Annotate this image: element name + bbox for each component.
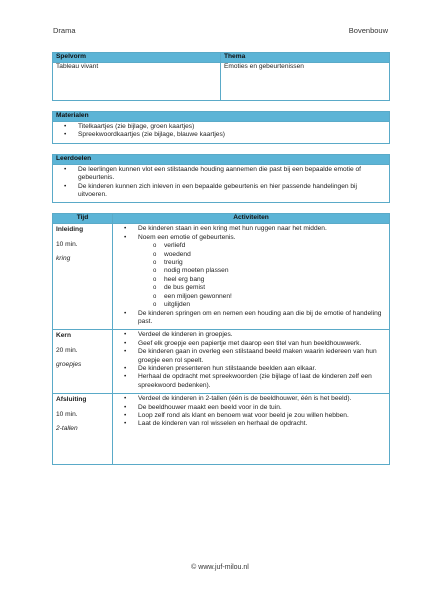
list-item: • De kinderen staan in een kring met hun ruggen naar het midden. (138, 225, 386, 233)
thema-heading: Thema (221, 53, 390, 63)
leerdoelen-heading: Leerdoelen (53, 154, 390, 164)
list-item: • Verdeel de kinderen in 2-tallen (één is de beeldhouwer, één is het beeld). (138, 395, 386, 403)
sub-list-item: o nodig moeten plassen (164, 267, 386, 275)
header-level: Bovenbouw (348, 26, 388, 35)
sub-list-item: o de bus gemist (164, 284, 386, 292)
list-item: • De leerlingen kunnen vlot een stilstaande houding aannemen die past bij een bepaalde emotie of gebeurtenis. (78, 166, 386, 183)
phase-title: Kern (56, 332, 72, 340)
list-item: • Spreekwoordkaartjes (zie bijlage, blauwe kaartjes) (78, 131, 386, 139)
materialen-heading: Materialen (53, 112, 390, 122)
table-row (53, 394, 390, 465)
phase-title: Inleiding (56, 226, 84, 234)
sub-list-item: o treurig (164, 259, 386, 267)
tijd-heading: Tijd (53, 214, 113, 224)
kern-activities (113, 330, 390, 394)
leerdoelen-list (53, 164, 390, 203)
list-item: • Laat de kinderen van rol wisselen en herhaal de opdracht. (138, 420, 386, 428)
list-item: • De beeldhouwer maakt een beeld voor in de tuin. (138, 404, 386, 412)
sub-list-item: o uitglijden (164, 301, 386, 309)
materialen-list (53, 122, 390, 144)
spelvorm-heading: Spelvorm (53, 53, 221, 63)
sub-list-item: o woedend (164, 251, 386, 259)
sub-list-item: o verliefd (164, 242, 386, 250)
list-item: • De kinderen presenteren hun stilstaande beelden aan elkaar. (138, 365, 386, 373)
footer-copyright: © www.juf-milou.nl (191, 564, 249, 571)
phase-grouping: 2-tallen (56, 424, 78, 432)
phase-time: 10 min. (56, 240, 78, 248)
table-row (53, 224, 390, 330)
phase-grouping: groepjes (56, 361, 82, 369)
phase-grouping: kring (56, 255, 71, 263)
list-item: • Verdeel de kinderen in groepjes. (138, 331, 386, 339)
inleiding-meta (53, 224, 113, 330)
phase-title: Afsluiting (56, 396, 87, 404)
phase-time: 10 min. (56, 410, 78, 418)
list-item: • Herhaal de opdracht met spreekwoorden (zie bijlage of laat de kinderen zelf een spreekwoord bedenken). (138, 373, 386, 390)
list-item: • Geef elk groepje een papiertje met daarop een titel van hun beeldhouwwerk. (138, 340, 386, 348)
sub-list-item: o een miljoen gewonnen! (164, 293, 386, 301)
thema-value: Emoties en gebeurtenissen (221, 63, 390, 101)
list-item-text: Noem een emotie of gebeurtenis. (138, 233, 236, 241)
header-subject: Drama (53, 26, 76, 35)
list-item: • Loop zelf rond als klant en benoem wat voor beeld je zou willen hebben. (138, 412, 386, 420)
table-row (53, 330, 390, 394)
list-item (138, 234, 386, 310)
list-item: • De kinderen gaan in overleg een stilstaand beeld maken waarin iedereen van hun groepje een rol speelt. (138, 348, 386, 365)
kern-meta (53, 330, 113, 394)
list-item: • Titelkaartjes (zie bijlage, groen kaartjes) (78, 123, 386, 131)
spelvorm-value: Tableau vivant (53, 63, 221, 101)
sub-list-item: o heel erg bang (164, 276, 386, 284)
activiteiten-heading: Activiteiten (113, 214, 390, 224)
lesson-plan (52, 52, 389, 465)
lesson-table (52, 52, 390, 465)
list-item: • De kinderen springen om en nemen een houding aan die bij de emotie of handeling past. (138, 310, 386, 327)
inleiding-activities (113, 224, 390, 330)
afsluiting-meta (53, 394, 113, 465)
phase-time: 20 min. (56, 346, 78, 354)
list-item: • De kinderen kunnen zich inleven in een bepaalde gebeurtenis en hier passende handelingen bij uitvoeren. (78, 183, 386, 200)
afsluiting-activities (113, 394, 390, 465)
